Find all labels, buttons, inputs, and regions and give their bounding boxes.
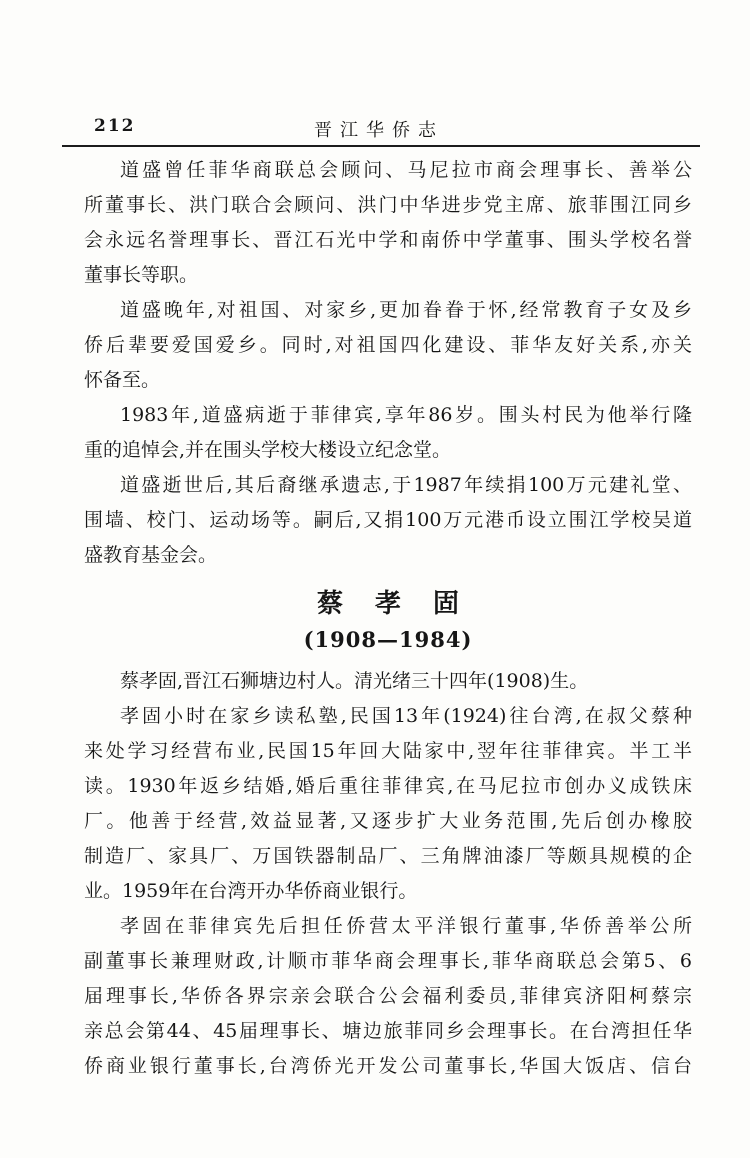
paragraph-line: 会永远名誉理事长、晋江石光中学和南侨中学董事、围头学校名誉 bbox=[84, 229, 692, 251]
paragraph-line: 读。1930年返乡结婚,婚后重往菲律宾,在马尼拉市创办义成铁床 bbox=[84, 775, 692, 797]
paragraph-line: 道盛曾任菲华商联总会顾问、马尼拉市商会理事长、善举公 bbox=[120, 159, 692, 181]
paragraph-line: 业。1959年在台湾开办华侨商业银行。 bbox=[84, 880, 418, 902]
paragraph-line: 厂。他善于经营,效益显著,又逐步扩大业务范围,先后创办橡胶 bbox=[84, 810, 692, 832]
page-number: 212 bbox=[94, 116, 136, 136]
paragraph-line: 道盛晚年,对祖国、对家乡,更加眷眷于怀,经常教育子女及乡 bbox=[120, 299, 692, 321]
paragraph-line: 盛教育基金会。 bbox=[84, 544, 218, 566]
running-title: 晋江华侨志 bbox=[314, 120, 444, 141]
paragraph-line: 届理事长,华侨各界宗亲会联合公会福利委员,菲律宾济阳柯蔡宗 bbox=[84, 985, 692, 1007]
paragraph bbox=[84, 699, 692, 909]
paragraph-line: 侨商业银行董事长,台湾侨光开发公司董事长,华国大饭店、信台 bbox=[84, 1055, 692, 1077]
paragraph-line: 1983年,道盛病逝于菲律宾,享年86岁。围头村民为他举行隆 bbox=[120, 404, 692, 426]
paragraph-line: 副董事长兼理财政,计顺市菲华商会理事长,菲华商联总会第5、6 bbox=[84, 950, 692, 972]
section-title: 蔡 孝 固 bbox=[316, 589, 462, 619]
paragraph bbox=[84, 909, 692, 1084]
paragraph-line: 制造厂、家具厂、万国铁器制品厂、三角牌油漆厂等颇具规模的企 bbox=[84, 845, 692, 867]
paragraph-line: 道盛逝世后,其后裔继承遗志,于1987年续捐100万元建礼堂、 bbox=[120, 474, 692, 496]
paragraph bbox=[84, 293, 692, 398]
paragraph-line: 重的追悼会,并在围头学校大楼设立纪念堂。 bbox=[84, 439, 452, 461]
paragraph bbox=[84, 468, 692, 573]
paragraph-line: 围墙、校门、运动场等。嗣后,又捐100万元港币设立围江学校吴道 bbox=[84, 509, 692, 531]
paragraph-line: 怀备至。 bbox=[84, 369, 161, 391]
paragraph-line: 孝固小时在家乡读私塾,民国13年(1924)往台湾,在叔父蔡种 bbox=[120, 705, 692, 727]
paragraph-line: 蔡孝固,晋江石狮塘边村人。清光绪三十四年(1908)生。 bbox=[120, 670, 589, 692]
paragraph bbox=[84, 153, 692, 293]
paragraph-line: 孝固在菲律宾先后担任侨营太平洋银行董事,华侨善举公所 bbox=[120, 915, 692, 937]
paragraph-line: 侨后辈要爱国爱乡。同时,对祖国四化建设、菲华友好关系,亦关 bbox=[84, 334, 692, 356]
paragraph-line: 董事长等职。 bbox=[84, 264, 199, 286]
paragraph bbox=[84, 398, 692, 468]
paragraph bbox=[84, 664, 692, 699]
paragraph-line: 亲总会第44、45届理事长、塘边旅菲同乡会理事长。在台湾担任华 bbox=[84, 1020, 692, 1042]
section-years: (1908—1984) bbox=[303, 627, 473, 652]
page-body bbox=[84, 153, 692, 1084]
running-header bbox=[0, 116, 750, 142]
paragraph-line: 来处学习经营布业,民国15年回大陆家中,翌年往菲律宾。半工半 bbox=[84, 740, 692, 762]
header-rule bbox=[62, 145, 700, 147]
paragraph-line: 所董事长、洪门联合会顾问、洪门中华进步党主席、旅菲围江同乡 bbox=[84, 194, 692, 216]
